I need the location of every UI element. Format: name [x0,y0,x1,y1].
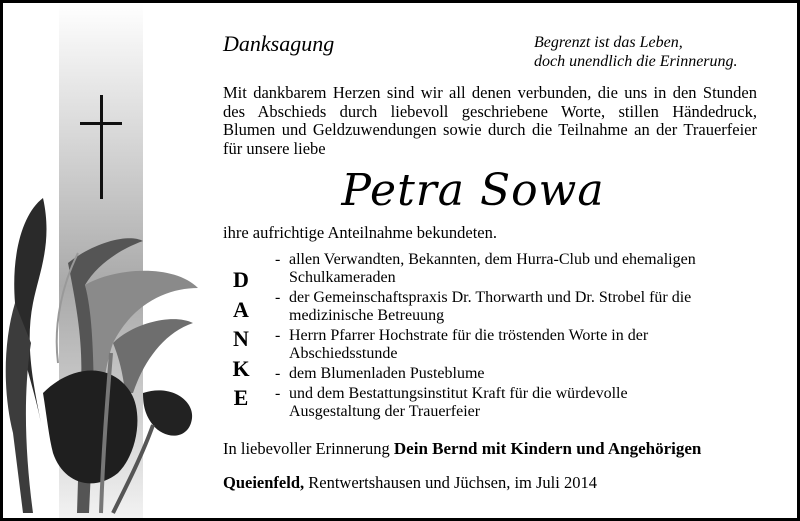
danke-letter: A [233,296,249,322]
list-item-line: der Gemeinschaftspraxis Dr. Thorwarth und Dr. Strobel für die [289,289,692,306]
list-item [275,385,755,421]
intro-line: für unsere liebe [223,138,326,158]
deceased-name: Petra Sowa [341,165,605,216]
cross-icon [100,95,103,199]
list-item [275,251,755,287]
list-item [275,289,755,325]
danke-letter: D [233,267,249,292]
list-item-line: Ausgestaltung der Trauerfeier [289,403,481,420]
place-date [223,473,597,493]
list-item-line: und dem Bestattungsinstitut Kraft für die würdevolle [289,385,628,402]
intro-paragraph [223,84,757,158]
quote [534,33,738,71]
calla-lily-icon [3,193,203,518]
list-dash: - [275,365,281,382]
list-item-line: dem Blumenladen Pusteblume [289,365,485,382]
danke-letter: N [233,326,249,351]
closing-signature: Dein Bernd mit Kindern und Angehörigen [393,439,702,458]
intro-line: Mit dankbarem Herzen sind wir all denen verbunden, die uns in den Stunden [223,83,757,102]
after-name-text: ihre aufrichtige Anteilnahme bekundeten. [223,223,497,242]
place-bold: Queienfeld, [223,473,305,492]
list-dash: - [275,289,281,306]
list-dash: - [275,327,281,344]
danke-letters [229,265,253,413]
list-item-line: medizinische Betreuung [289,307,445,324]
quote-line: doch unendlich die Erinnerung. [534,53,738,70]
heading: Danksagung [223,31,335,56]
list-dash: - [275,251,281,268]
intro-line: des Abschieds durch liebevoll geschriebene Worte, stillen Händedruck, [223,101,757,121]
quote-line: Begrenzt ist das Leben, [534,34,683,51]
place-rest: Rentwertshausen und Jüchsen, im Juli 2014 [304,473,597,492]
danke-letter: E [233,385,249,410]
cross-icon-bar [80,122,122,125]
list-item-line: Herrn Pfarrer Hochstrate für die tröstenden Worte in der [289,327,649,344]
list-item-line: allen Verwandten, Bekannten, dem Hurra-Club und ehemaligen [289,251,696,268]
thanks-list [275,251,755,423]
list-item [275,327,755,363]
list-item [275,365,755,383]
closing-line [223,439,701,459]
list-item-line: Schulkameraden [289,269,396,286]
closing-prefix: In liebevoller Erinnerung [223,439,390,458]
list-item-line: Abschiedsstunde [289,345,398,362]
danke-letter: K [232,355,250,381]
list-dash: - [275,385,281,402]
intro-line: Blumen und Geldzuwendungen sowie durch die Teilnahme an der Trauerfeier [223,120,757,139]
